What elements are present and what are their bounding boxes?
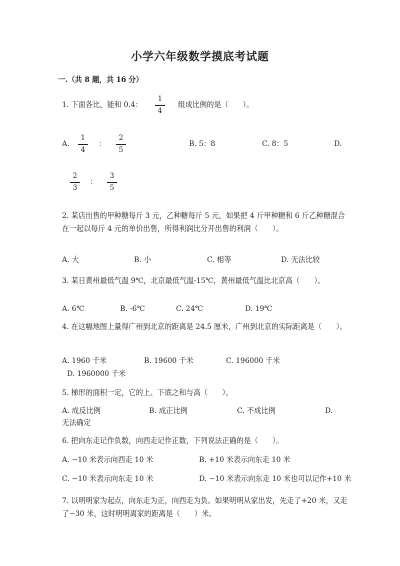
q7-stem: 7. 以明明家为起点，向东走为正，向西走为负。如果明明从家出发，先走了+20 米，又走了−30 米，这时明明离家的距离是（ ）米。 [62,496,348,518]
q6-option-c: C. −10 米表示向东走 10 米 [62,474,154,483]
page-title: 小学六年级数学摸底考试题 [131,50,269,63]
q1-option-a-label: A. [62,139,70,148]
q3-option-c: C. 24℃ [176,304,203,313]
frac-den: 3 [72,184,78,192]
q1-option-c: C. 8：5 [262,139,289,148]
q2-option-c: C. 相等 [207,255,232,264]
q5-option-d: D. [325,406,333,415]
frac-den: 5 [109,184,115,192]
q4-option-d: D. 1960000 千米 [67,369,126,378]
q1-option-a-fraction-1 [78,134,88,155]
q1-stem-b: 组成比例的是（ ）。 [178,100,254,109]
section-heading: 一.（共 8 题，共 16 分） [58,75,144,84]
q1-option-d-colon: ： [90,177,98,186]
q2-stem: 2. 某店出售的甲种糖每斤 3 元，乙种糖每斤 5 元，如果把 4 斤甲种糖和 6 斤乙种糖混合在一起以每斤 4 元的单价出售，所得利润比分开出售的利润（ ）。 [62,211,345,233]
q5-stem: 5. 梯形的面积一定，它的上、下底之和与高（ ）。 [62,388,233,397]
q3-stem: 3. 某日黄州最低气温 9℃，北京最低气温-15℃，黄州最低气温比北京高（ ）。 [62,276,325,285]
q4-option-b: B. 19600 千米 [144,356,194,365]
q4-option-c: C. 196000 千米 [226,356,280,365]
q1-frac-den: 4 [157,107,163,115]
q1-option-d-fraction-1 [70,172,80,193]
q5-option-c: C. 不成比例 [237,406,276,415]
q1-option-a-fraction-2 [116,134,126,155]
q2-option-d: D. 无法比较 [281,255,320,264]
q6-stem: 6. 把向东走记作负数，向西走记作正数，下列说法正确的是（ ）。 [62,436,284,445]
q4-stem: 4. 在这幅地图上量得广州到北京的距离是 24.5 厘米，广州到北京的实际距离是（ ）。 [62,322,347,331]
q1-option-d-fraction-2 [107,172,117,193]
frac-den: 4 [80,146,86,154]
q3-option-a: A. 6℃ [62,304,85,313]
q1-frac-num: 1 [157,95,163,103]
q4-option-a: A. 1960 千米 [62,356,107,365]
frac-num: 2 [72,172,78,180]
q6-option-d: D. −10 米表示向东走 10 米也可以记作+10 米 [199,474,352,483]
q1-option-b: B. 5：8 [189,139,216,148]
frac-num: 1 [80,134,86,142]
frac-den: 5 [118,146,124,154]
q6-option-b: B. +10 米表示向东走 10 米 [199,455,291,464]
frac-num: 3 [109,172,115,180]
q2-option-a: A. 大 [62,255,79,264]
q6-option-a: A. −10 米表示向西走 10 米 [62,455,154,464]
q1-option-d-label: D. [334,139,342,148]
q5-option-d-continued: 无法确定 [62,418,91,427]
q2-option-b: B. 小 [134,255,152,264]
frac-num: 2 [118,134,124,142]
q1-fraction [155,95,165,116]
q5-option-a: A. 成反比例 [62,406,101,415]
q1-stem-a: 1. 下面各比，能和 0.4： [62,100,143,109]
q5-option-b: B. 成正比例 [149,406,188,415]
q3-option-b: B. -6℃ [120,304,145,313]
q1-option-a-colon: ： [99,139,107,148]
q3-option-d: D. 19℃ [245,304,273,313]
